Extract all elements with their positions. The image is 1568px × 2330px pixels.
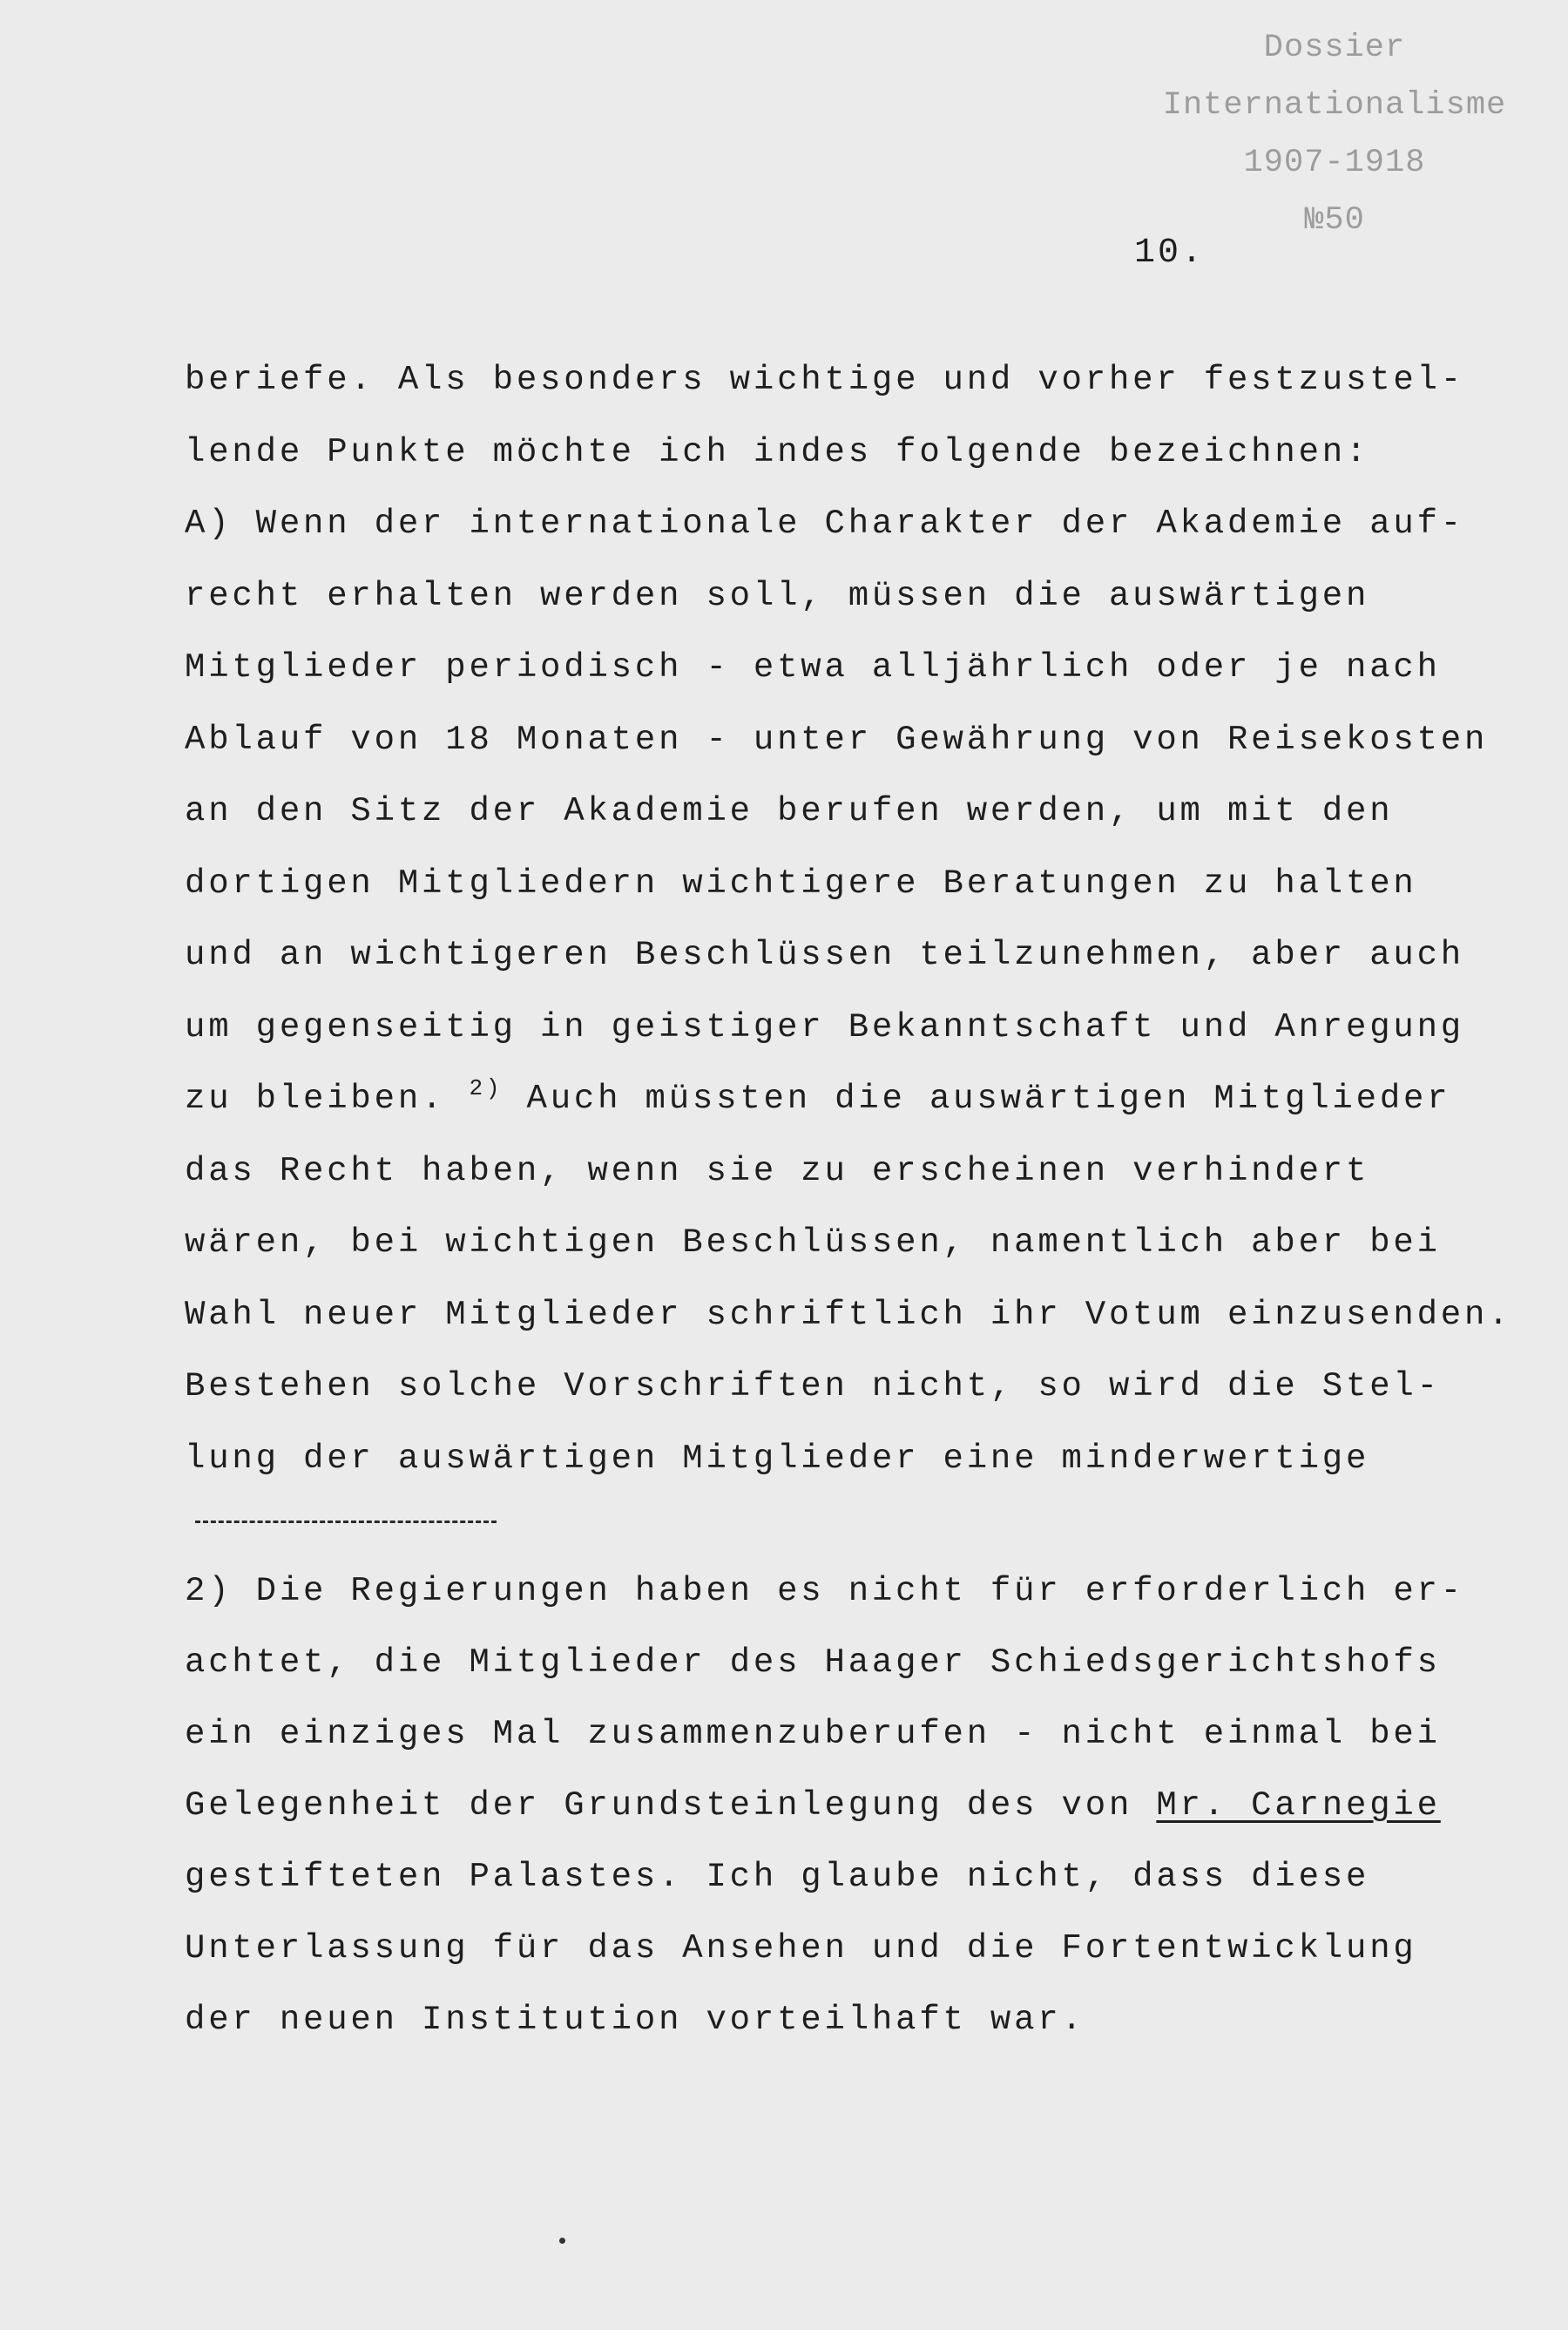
stamp-line-years: 1907-1918 <box>1243 145 1426 181</box>
text-line: recht erhalten werden soll, müssen die auswärtigen <box>185 576 1370 615</box>
footnote-line: der neuen Institution vorteilhaft war. <box>185 2001 1085 2039</box>
footnote-reference: 2) <box>469 1075 504 1101</box>
footnote-line: Unterlassung für das Ansehen und die Fortentwicklung <box>185 1929 1417 1968</box>
footnote-line: 2) Die Regierungen haben es nicht für erforderlich er- <box>185 1572 1465 1610</box>
footnote-line: achtet, die Mitglieder des Haager Schiedsgerichtshofs <box>185 1643 1441 1682</box>
footnote-line-underlined <box>185 1770 1474 1841</box>
text-line: dortigen Mitgliedern wichtigere Beratungen zu halten <box>185 864 1417 903</box>
stamp-line-number: №50 <box>1304 202 1365 239</box>
text-line: und an wichtigeren Beschlüssen teilzunehmen, aber auch <box>185 936 1465 974</box>
text-segment: zu bleiben. <box>185 1080 446 1118</box>
page-number: 10. <box>1134 234 1206 273</box>
footnote-line: ein einziges Mal zusammenzuberufen - nicht einmal bei <box>185 1715 1441 1753</box>
text-line: Wahl neuer Mitglieder schriftlich ihr Votum einzusenden. <box>185 1295 1512 1334</box>
text-segment: Auch müssten die auswärtigen Mitglieder <box>526 1080 1451 1118</box>
body-text <box>185 344 1512 1494</box>
footnote-line: gestifteten Palastes. Ich glaube nicht, dass diese <box>185 1858 1370 1896</box>
text-line: das Recht haben, wenn sie zu erscheinen verhindert <box>185 1151 1370 1190</box>
footnote-text <box>185 1555 1474 2056</box>
text-line: Mitglieder periodisch - etwa alljährlich oder je nach <box>185 648 1441 687</box>
text-line-with-footnote-ref <box>185 1063 1474 1135</box>
stamp-line-dossier: Dossier <box>1263 30 1406 66</box>
text-line: lende Punkte möchte ich indes folgende bezeichnen: <box>185 432 1370 471</box>
text-line: Ablauf von 18 Monaten - unter Gewährung von Reisekosten <box>185 720 1489 759</box>
underlined-name: Mr. Carnegie <box>1156 1786 1441 1825</box>
text-line: beriefe. Als besonders wichtige und vorher festzustel- <box>185 361 1465 399</box>
archive-stamp <box>1143 19 1526 249</box>
text-line: um gegenseitig in geistiger Bekanntschaft und Anregung <box>185 1007 1465 1046</box>
footnote-separator <box>195 1521 497 1523</box>
text-segment: Gelegenheit der Grundsteinlegung des von <box>185 1786 1157 1825</box>
ink-speck <box>559 2238 565 2244</box>
text-line: an den Sitz der Akademie berufen werden, um mit den <box>185 792 1394 830</box>
text-line: wären, bei wichtigen Beschlüssen, namentlich aber bei <box>185 1223 1441 1262</box>
stamp-line-internationalisme: Internationalisme <box>1162 87 1507 124</box>
text-line: A) Wenn der internationale Charakter der Akademie auf- <box>185 505 1465 543</box>
text-line: lung der auswärtigen Mitglieder eine minderwertige <box>185 1439 1370 1478</box>
text-line: Bestehen solche Vorschriften nicht, so wird die Stel- <box>185 1367 1441 1405</box>
